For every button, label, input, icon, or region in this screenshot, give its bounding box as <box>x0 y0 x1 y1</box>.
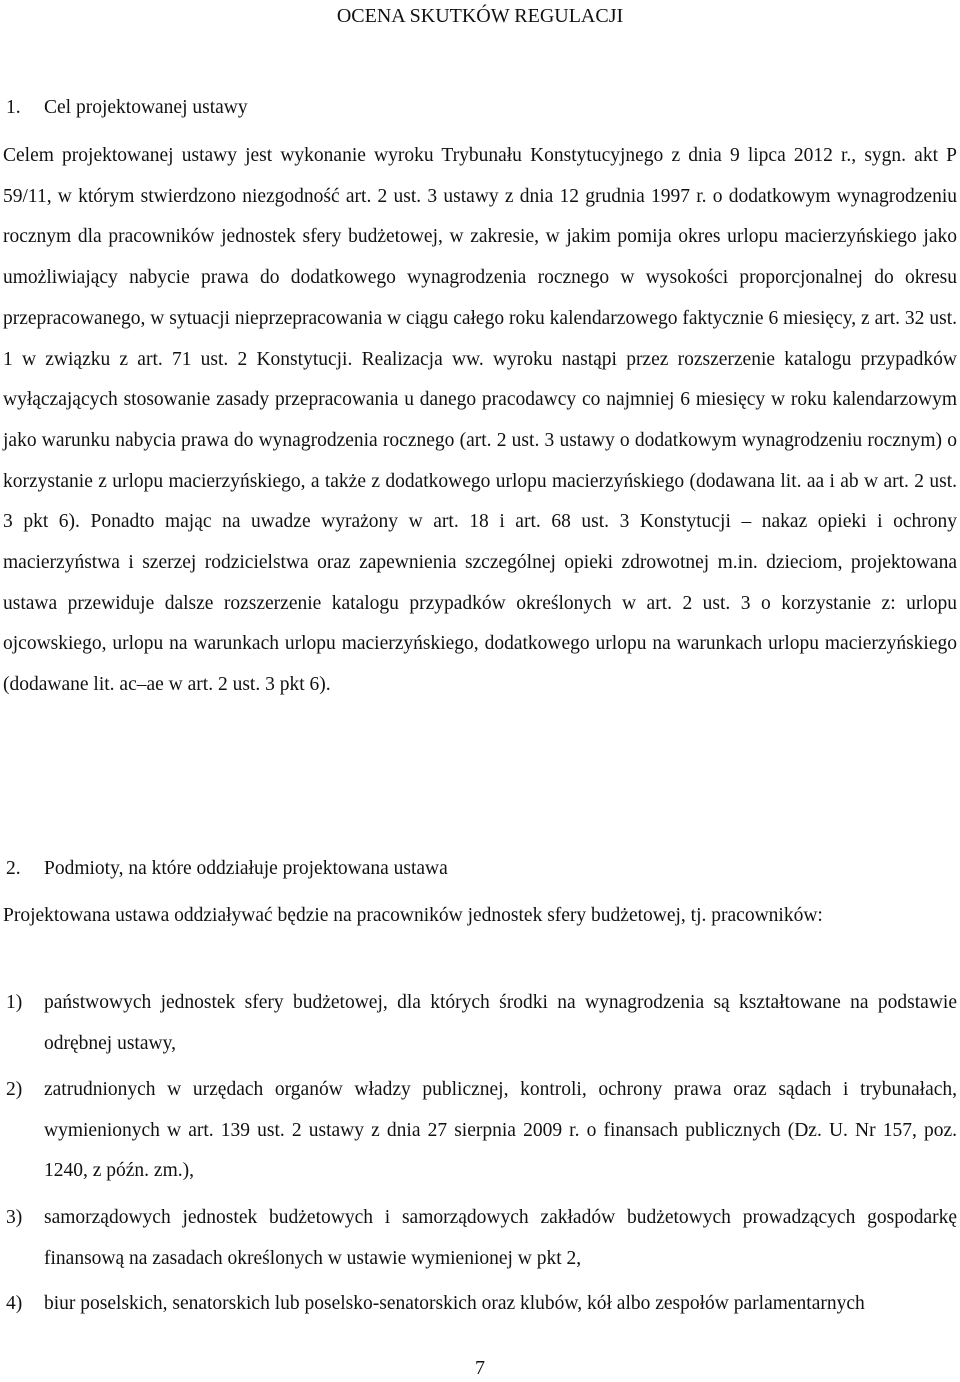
list-item-text: zatrudnionych w urzędach organów władzy publicznej, kontroli, ochrony prawa oraz sądach i trybunałach, wymienionych w art. 139 ust. 2 ustawy z dnia 27 sierpnia 2009 r. o finansach publicznych (Dz. U. Nr 157, poz. 1240, z późn. zm.), <box>44 1079 957 1182</box>
list-item-number: 4) <box>6 1293 23 1314</box>
list-item-number: 2) <box>6 1079 23 1100</box>
document-title: OCENA SKUTKÓW REGULACJI <box>336 5 624 27</box>
list-item-number: 1) <box>6 992 23 1013</box>
section-1-number: 1. <box>6 97 21 118</box>
section-2-intro: Projektowana ustawa oddziaływać będzie na pracowników jednostek sfery budżetowej, tj. pracowników: <box>3 905 823 926</box>
section-1-heading <box>6 94 956 122</box>
section-1-paragraph: Celem projektowanej ustawy jest wykonanie wyroku Trybunału Konstytucyjnego z dnia 9 lipca 2012 r., sygn. akt P 59/11, w którym stwierdzono niezgodność art. 2 ust. 3 ustawy z dnia 12 grudnia 1997 r. o dodatkowym wynagrodzeniu rocznym dla pracowników jednostek sfery budżetowej, w zakresie, w jakim pomija okres urlopu macierzyńskiego jako umożliwiający nabycie prawa do dodatkowego wynagrodzenia rocznego w wysokości proporcjonalnej do okresu przepracowanego, w sytuacji nieprzepracowania w ciągu całego roku kalendarzowego faktycznie 6 miesięcy, z art. 32 ust. 1 w związku z art. 71 ust. 2 Konstytucji. Realizacja ww. wyroku nastąpi przez rozszerzenie katalogu przypadków wyłączających stosowanie zasady przepracowania u danego pracodawcy co najmniej 6 miesięcy w roku kalendarzowym jako warunku nabycia prawa do wynagrodzenia rocznego (art. 2 ust. 3 ustawy o dodatkowym wynagrodzeniu rocznym) o korzystanie z urlopu macierzyńskiego, a także z dodatkowego urlopu macierzyńskiego (dodawana lit. aa i ab w art. 2 ust. 3 pkt 6). Ponadto mając na uwadze wyrażony w art. 18 i art. 68 ust. 3 Konstytucji – nakaz opieki i ochrony macierzyństwa i szerzej rodzicielstwa oraz zapewnienia szczególnej opieki zdrowotnej m.in. dzieciom, projektowana ustawa przewiduje dalsze rozszerzenie katalogu przypadków określonych w art. 2 ust. 3 o korzystanie z: urlopu ojcowskiego, urlopu na warunkach urlopu macierzyńskiego, dodatkowego urlopu na warunkach urlopu macierzyńskiego (dodawane lit. ac–ae w art. 2 ust. 3 pkt 6). <box>3 145 957 696</box>
section-2-title: Podmioty, na które oddziałuje projektowana ustawa <box>44 858 448 879</box>
section-2-heading <box>6 855 956 883</box>
list-item-text: samorządowych jednostek budżetowych i samorządowych zakładów budżetowych prowadzących gospodarkę finansową na zasadach określonych w ustawie wymienionej w pkt 2, <box>44 1207 957 1269</box>
list-item-text: biur poselskich, senatorskich lub poselsko-senatorskich oraz klubów, kół albo zespołów parlamentarnych <box>44 1293 865 1314</box>
page-number: 7 <box>475 1357 485 1379</box>
list-item-text: państwowych jednostek sfery budżetowej, dla których środki na wynagrodzenia są kształtowane na podstawie odrębnej ustawy, <box>44 992 957 1054</box>
section-2-number: 2. <box>6 858 21 879</box>
list-item-number: 3) <box>6 1207 23 1228</box>
section-1-title: Cel projektowanej ustawy <box>44 97 248 118</box>
